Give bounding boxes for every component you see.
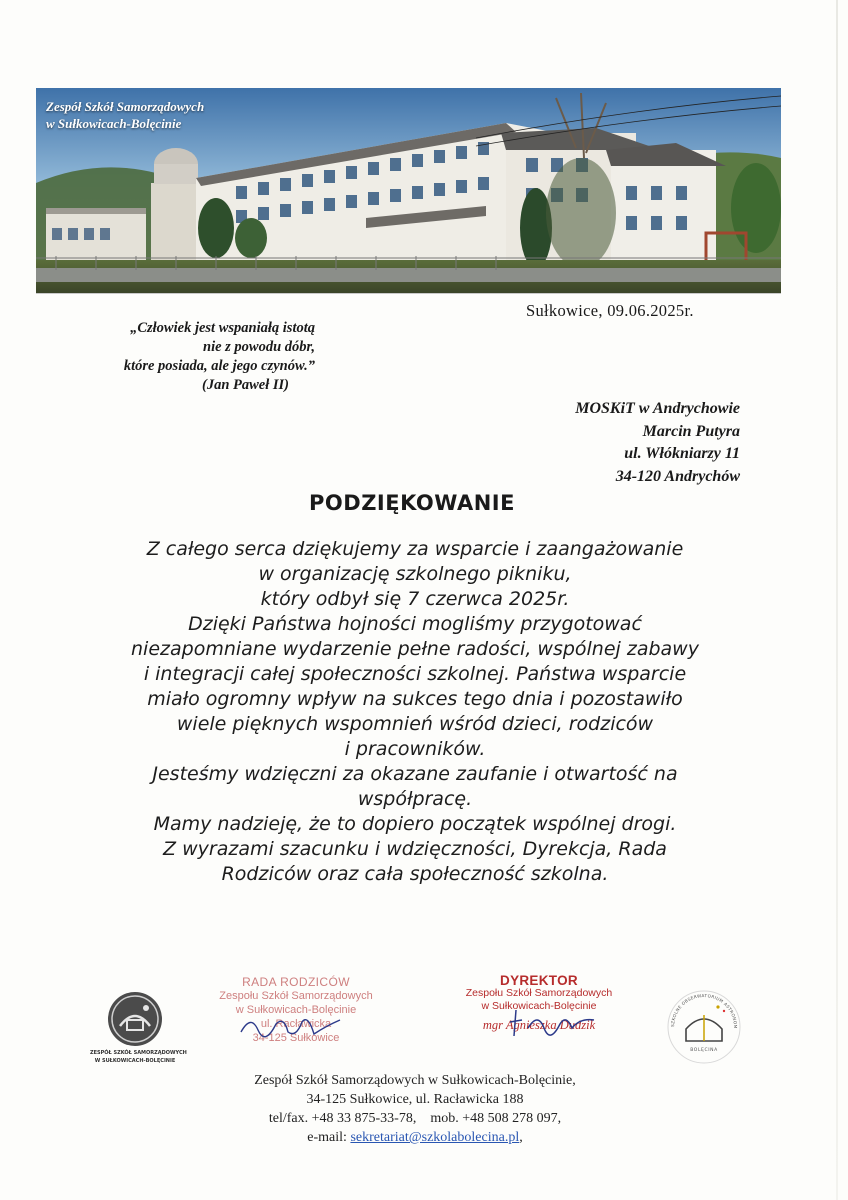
stamp-rada-line4: 34-125 Sułkowice: [252, 1032, 340, 1044]
observatory-bottom-text: BOLĘCINA: [690, 1048, 718, 1053]
recipient-address: [575, 398, 740, 488]
stamp-director-title: DYREKTOR: [500, 973, 578, 988]
school-logo-icon: [100, 990, 170, 1048]
star-icon: [716, 1005, 719, 1008]
document-heading: [0, 491, 830, 515]
body-line: i integracji całej społeczności szkolnej. Państwa wsparcie: [143, 663, 687, 685]
page-edge: [836, 0, 838, 1200]
body-line: Z wyrazami szacunku i wdzięczności, Dyrekcja, Rada: [163, 838, 667, 860]
footer-email-suffix: ,: [519, 1130, 523, 1145]
place-and-date: Sułkowice, 09.06.2025r.: [526, 301, 694, 320]
school-banner-photo: [36, 88, 781, 294]
stamp-director-name: mgr Agnieszka Dudzik: [482, 1018, 596, 1032]
footer-address-line1: Zespół Szkół Samorządowych w Sułkowicach-Bolęcinie,: [254, 1073, 576, 1088]
recipient-line: MOSKiT w Andrychowie: [575, 400, 740, 417]
recipient-line: Marcin Putyra: [642, 422, 740, 440]
body-line: Jesteśmy wdzięczni za okazane zaufanie i otwartość na: [152, 763, 678, 785]
school-logo-caption-line1: ZESPÓŁ SZKÓŁ SAMORZĄDOWYCH: [90, 1050, 187, 1056]
footer-phone: tel/fax. +48 33 875-33-78,: [268, 1111, 417, 1126]
quote-line: „Człowiek jest wspaniałą istotą: [130, 320, 315, 336]
document-heading-text: PODZIĘKOWANIE: [309, 491, 515, 515]
stamp-rada-line3: ul. Racławicka: [260, 1018, 332, 1030]
body-line: który odbył się 7 czerwca 2025r.: [260, 588, 570, 610]
body-line: współpracę.: [357, 788, 473, 810]
footer-email-link[interactable]: sekretariat@szkolabolecina.pl: [350, 1130, 520, 1145]
quote-author: (Jan Paweł II): [202, 377, 289, 393]
stamp-rada-line2: w Sułkowicach-Bolęcinie: [235, 1004, 357, 1016]
body-line: i pracowników.: [344, 738, 486, 760]
footer-email-row: [200, 1128, 630, 1147]
quote-line: nie z powodu dóbr,: [203, 339, 315, 355]
banner-school-name-line2: w Sułkowicach-Bolęcinie: [46, 116, 182, 131]
body-line: w organizację szkolnego pikniku,: [258, 563, 572, 585]
footer-email-label: e-mail:: [307, 1130, 347, 1145]
footer-address-line2: 34-125 Sułkowice, ul. Racławicka 188: [306, 1092, 524, 1107]
body-line: miało ogromny wpływ na sukces tego dnia i pozostawiło: [147, 688, 683, 710]
banner-school-name: [46, 98, 204, 132]
recipient-line: 34-120 Andrychów: [615, 467, 740, 485]
star-icon: [723, 1010, 725, 1012]
body-line: Z całego serca dziękujemy za wsparcie i zaangażowanie: [146, 538, 684, 560]
stamp-rada-title: RADA RODZICÓW: [242, 975, 350, 989]
school-logo-caption-line2: W SUŁKOWICACH-BOLĘCINIE: [94, 1058, 176, 1064]
footer-contact: [200, 1071, 630, 1147]
body-line: Dzięki Państwa hojności mogliśmy przygotować: [188, 613, 642, 635]
footer-mobile: mob. +48 508 278 097,: [430, 1111, 562, 1126]
recipient-line: ul. Włókniarzy 11: [624, 445, 740, 462]
parents-council-signature: [236, 1012, 346, 1042]
director-signature: [508, 1006, 598, 1038]
letter-body: [60, 537, 770, 887]
stamp-director-line2: w Sułkowicach-Bolęcinie: [481, 1000, 597, 1012]
observatory-logo: [662, 985, 746, 1069]
stamp-director-line1: Zespołu Szkół Samorządowych: [465, 987, 613, 999]
stamp-rada-line1: Zespołu Szkół Samorządowych: [219, 990, 373, 1002]
banner-school-name-line1: Zespół Szkół Samorządowych: [46, 99, 205, 114]
body-line: niezapomniane wydarzenie pełne radości, wspólnej zabawy: [131, 638, 699, 660]
body-line: Mamy nadzieję, że to dopiero początek wspólnej drogi.: [153, 813, 677, 835]
school-logo: [90, 990, 187, 1070]
body-line: Rodziców oraz cała społeczność szkolna.: [221, 863, 609, 885]
quote-line: które posiada, ale jego czynów.”: [123, 358, 315, 374]
body-line: wiele pięknych wspomnień wśród dzieci, rodziców: [176, 713, 654, 735]
footer-phones: [200, 1109, 630, 1128]
observatory-ring-text: SZKOLNE OBSERWATORIUM ASTRONOM: [669, 992, 739, 1029]
quote-block: [60, 319, 315, 395]
